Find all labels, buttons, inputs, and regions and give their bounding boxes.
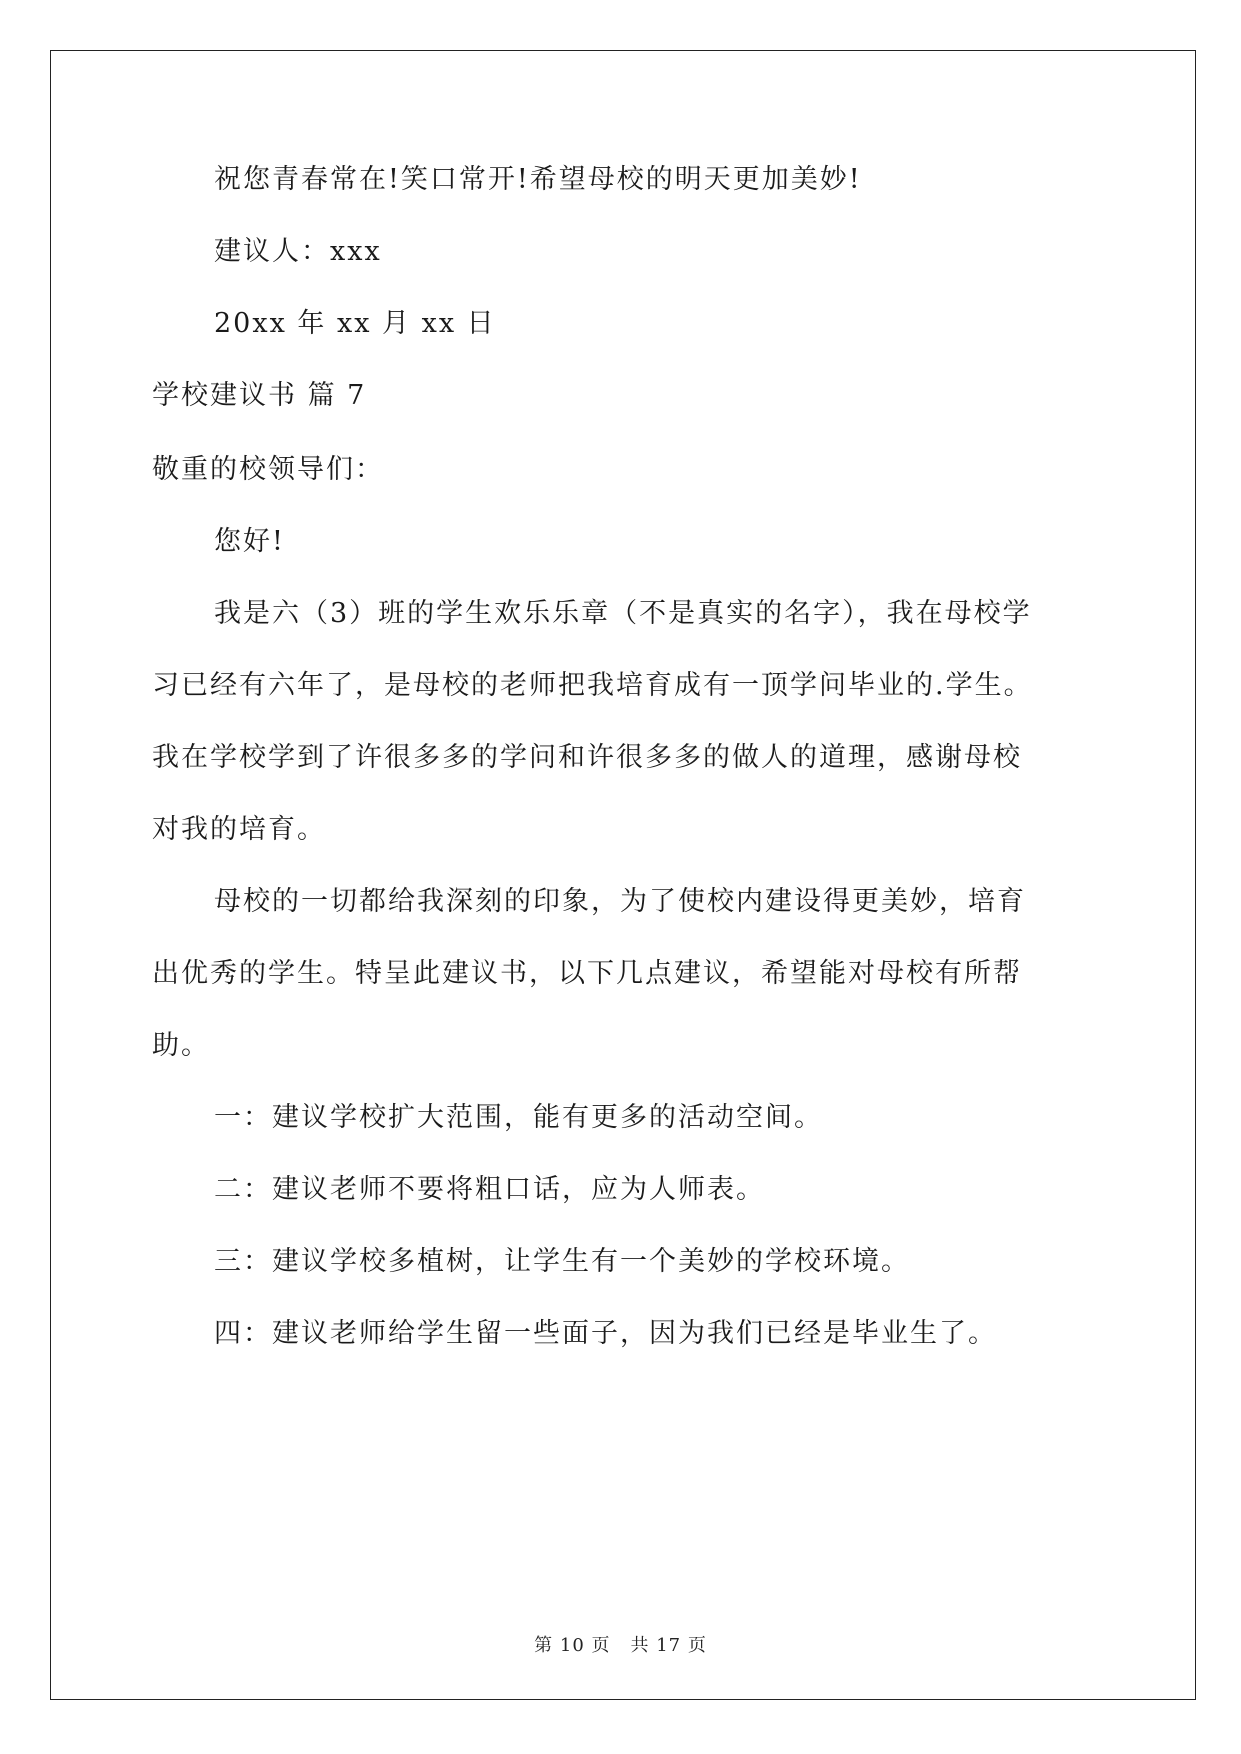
page-border [50, 50, 1196, 1700]
paragraph-line: 母校的一切都给我深刻的印象，为了使校内建设得更美妙，培育 [214, 886, 1026, 917]
paragraph-line: 我是六（3）班的学生欢乐乐章（不是真实的名字），我在母校学 [214, 598, 1032, 629]
paragraph-line: 习已经有六年了，是母校的老师把我培育成有一顶学问毕业的.学生。 [152, 670, 1033, 701]
suggestion-item: 二：建议老师不要将粗口话，应为人师表。 [214, 1174, 765, 1205]
greeting: 您好! [214, 526, 285, 557]
total-pages: 共 17 页 [630, 1635, 707, 1656]
suggestion-item: 三：建议学校多植树，让学生有一个美妙的学校环境。 [214, 1246, 910, 1277]
paragraph-line: 出优秀的学生。特呈此建议书，以下几点建议，希望能对母校有所帮 [152, 958, 1022, 989]
date-line: 20xx 年 xx 月 xx 日 [214, 308, 496, 339]
suggestion-item: 一：建议学校扩大范围，能有更多的活动空间。 [214, 1102, 823, 1133]
paragraph-line: 助。 [152, 1030, 210, 1061]
current-page-number: 第 10 页 [534, 1635, 611, 1656]
page-footer [0, 1631, 1241, 1657]
closing-wish: 祝您青春常在!笑口常开!希望母校的明天更加美妙! [214, 164, 862, 195]
suggestion-item: 四：建议老师给学生留一些面子，因为我们已经是毕业生了。 [214, 1318, 997, 1349]
salutation: 敬重的校领导们： [152, 454, 384, 485]
signature-line: 建议人：xxx [214, 236, 382, 267]
section-title: 学校建议书 篇 7 [152, 380, 367, 411]
paragraph-line: 对我的培育。 [152, 814, 326, 845]
paragraph-line: 我在学校学到了许很多多的学问和许很多多的做人的道理，感谢母校 [152, 742, 1022, 773]
